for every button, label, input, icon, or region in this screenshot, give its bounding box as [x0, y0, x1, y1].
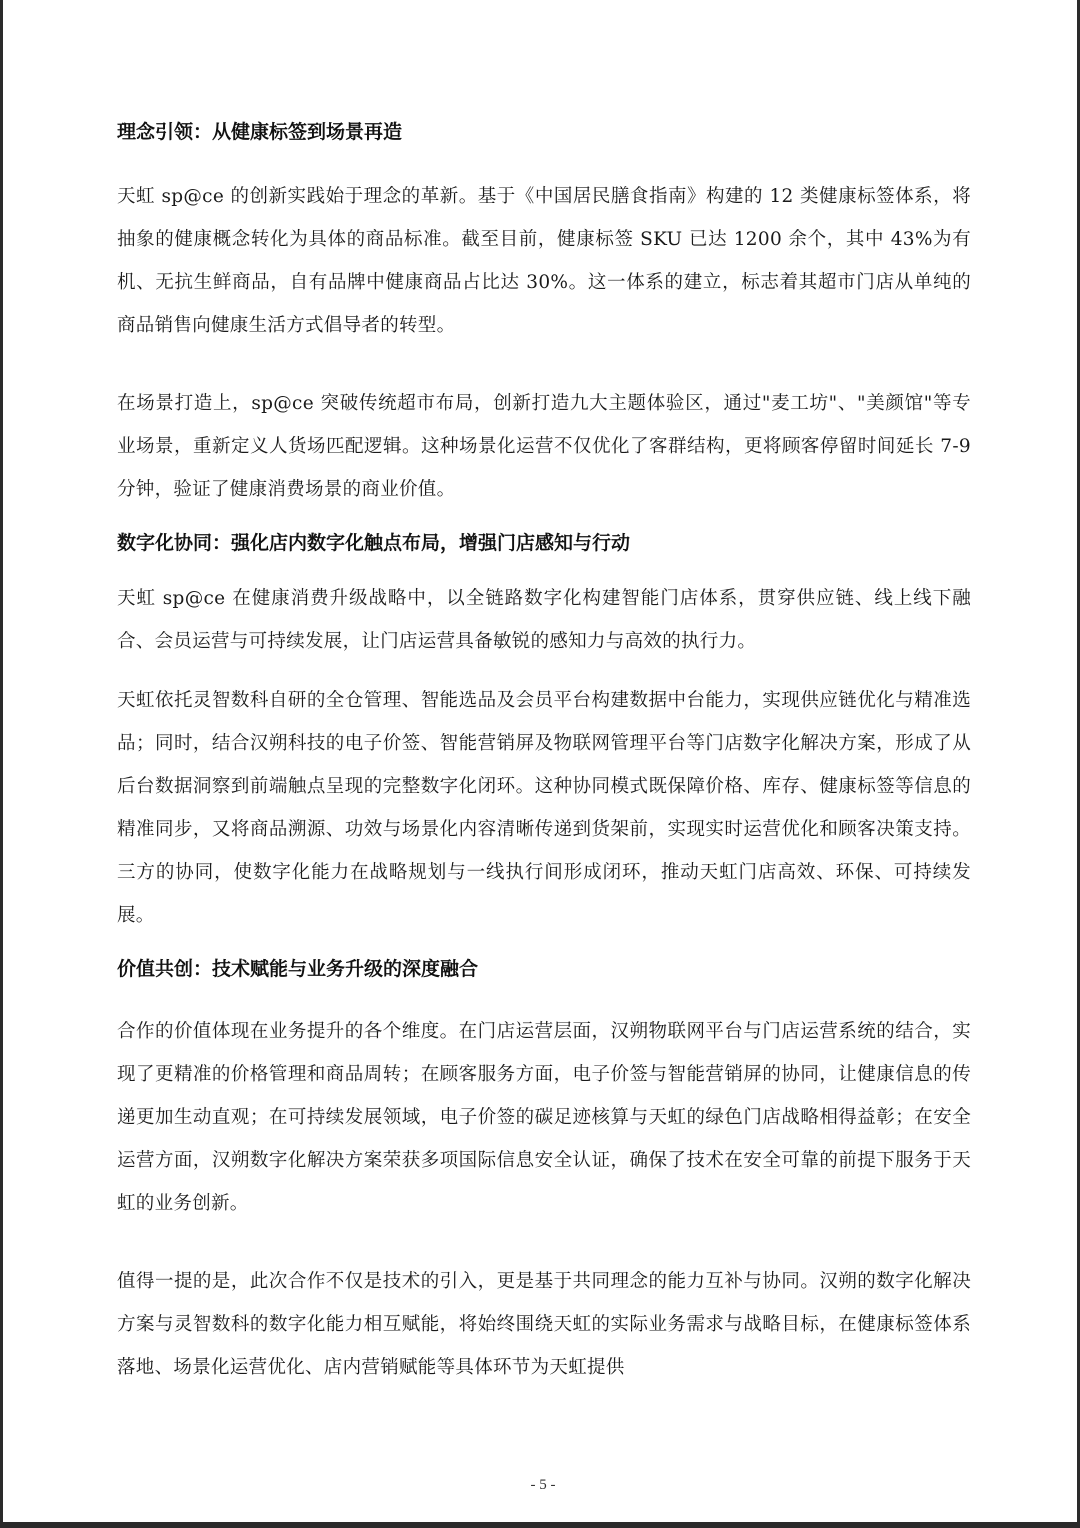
- section-2-paragraph-2: 天虹依托灵智数科自研的全仓管理、智能选品及会员平台构建数据中台能力，实现供应链优化与精准选品；同时，结合汉朔科技的电子价签、智能营销屏及物联网管理平台等门店数字化解决方案，形成了从后台数据洞察到前端触点呈现的完整数字化闭环。这种协同模式既保障价格、库存、健康标签等信息的精准同步，又将商品溯源、功效与场景化内容清晰传递到货架前，实现实时运营优化和顾客决策支持。三方的协同，使数字化能力在战略规划与一线执行间形成闭环，推动天虹门店高效、环保、可持续发展。: [117, 690, 971, 926]
- page-number: - 5 -: [530, 1477, 556, 1493]
- section-3-paragraph-1: 合作的价值体现在业务提升的各个维度。在门店运营层面，汉朔物联网平台与门店运营系统的结合，实现了更精准的价格管理和商品周转；在顾客服务方面，电子价签与智能营销屏的协同，让健康信息的传递更加生动直观；在可持续发展领域，电子价签的碳足迹核算与天虹的绿色门店战略相得益彰；在安全运营方面，汉朔数字化解决方案荣获多项国际信息安全认证，确保了技术在安全可靠的前提下服务于天虹的业务创新。: [117, 1021, 971, 1214]
- section-1-paragraph-2: 在场景打造上，sp@ce 突破传统超市布局，创新打造九大主题体验区，通过"麦工坊"、"美颜馆"等专业场景，重新定义人货场匹配逻辑。这种场景化运营不仅优化了客群结构，更将顾客停留时间延长 7-9 分钟，验证了健康消费场景的商业价值。: [117, 393, 971, 500]
- section-2-heading: 数字化协同：强化店内数字化触点布局，增强门店感知与行动: [117, 532, 631, 554]
- page-content: [117, 112, 971, 1389]
- section-3-heading: 价值共创：技术赋能与业务升级的深度融合: [117, 958, 479, 980]
- section-3-paragraph-2: 值得一提的是，此次合作不仅是技术的引入，更是基于共同理念的能力互补与协同。汉朔的数字化解决方案与灵智数科的数字化能力相互赋能，将始终围绕天虹的实际业务需求与战略目标，在健康标签体系落地、场景化运营优化、店内营销赋能等具体环节为天虹提供: [117, 1271, 971, 1378]
- section-1-heading: 理念引领：从健康标签到场景再造: [117, 121, 403, 143]
- section-1-paragraph-1: 天虹 sp@ce 的创新实践始于理念的革新。基于《中国居民膳食指南》构建的 12 类健康标签体系，将抽象的健康概念转化为具体的商品标准。截至目前，健康标签 SKU 已达 1200 余个，其中 43%为有机、无抗生鲜商品，自有品牌中健康商品占比达 30%。这一体系的建立，标志着其超市门店从单纯的商品销售向健康生活方式倡导者的转型。: [117, 186, 971, 336]
- section-2-paragraph-1: 天虹 sp@ce 在健康消费升级战略中，以全链路数字化构建智能门店体系，贯穿供应链、线上线下融合、会员运营与可持续发展，让门店运营具备敏锐的感知力与高效的执行力。: [117, 588, 971, 652]
